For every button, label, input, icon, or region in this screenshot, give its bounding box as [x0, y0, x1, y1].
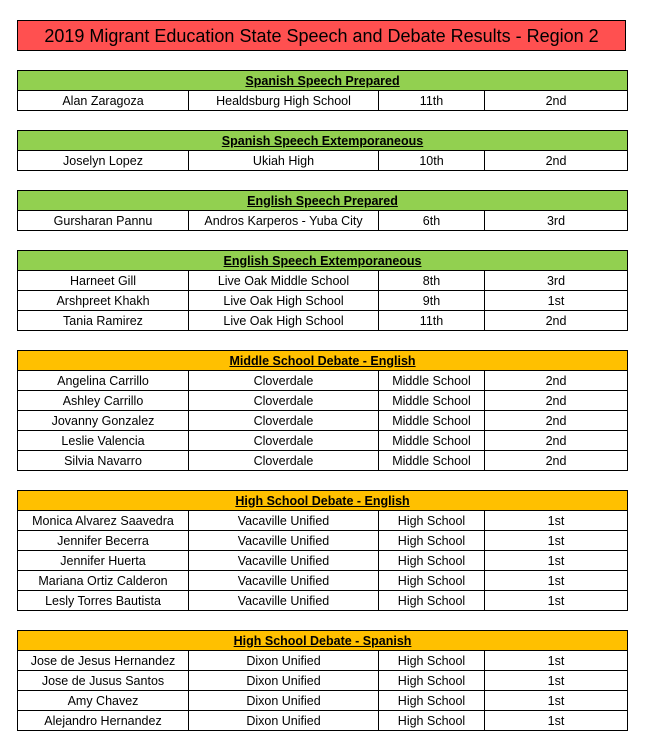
results-table	[17, 130, 628, 171]
placement-cell: 1st	[485, 511, 628, 531]
school-cell: Dixon Unified	[189, 711, 379, 731]
placement-cell: 1st	[485, 691, 628, 711]
table-row	[18, 711, 628, 731]
student-name-cell: Joselyn Lopez	[18, 151, 189, 171]
school-cell: Dixon Unified	[189, 671, 379, 691]
results-section	[17, 350, 627, 471]
placement-cell: 3rd	[485, 271, 628, 291]
grade-level-cell: Middle School	[379, 391, 485, 411]
section-heading: English Speech Prepared	[18, 191, 628, 211]
grade-level-cell: High School	[379, 651, 485, 671]
results-table	[17, 490, 628, 611]
placement-cell: 1st	[485, 551, 628, 571]
student-name-cell: Ashley Carrillo	[18, 391, 189, 411]
grade-level-cell: 10th	[379, 151, 485, 171]
school-cell: Healdsburg High School	[189, 91, 379, 111]
school-cell: Cloverdale	[189, 391, 379, 411]
table-row	[18, 291, 628, 311]
student-name-cell: Jose de Jesus Hernandez	[18, 651, 189, 671]
grade-level-cell: High School	[379, 551, 485, 571]
placement-cell: 2nd	[485, 451, 628, 471]
placement-cell: 1st	[485, 571, 628, 591]
school-cell: Dixon Unified	[189, 651, 379, 671]
results-section	[17, 630, 627, 731]
placement-cell: 1st	[485, 651, 628, 671]
grade-level-cell: High School	[379, 591, 485, 611]
school-cell: Vacaville Unified	[189, 531, 379, 551]
table-row	[18, 431, 628, 451]
section-heading: High School Debate - English	[18, 491, 628, 511]
results-table	[17, 350, 628, 471]
school-cell: Cloverdale	[189, 431, 379, 451]
results-section	[17, 250, 627, 331]
school-cell: Vacaville Unified	[189, 591, 379, 611]
grade-level-cell: High School	[379, 531, 485, 551]
school-cell: Ukiah High	[189, 151, 379, 171]
grade-level-cell: 11th	[379, 91, 485, 111]
table-row	[18, 671, 628, 691]
grade-level-cell: 8th	[379, 271, 485, 291]
grade-level-cell: Middle School	[379, 371, 485, 391]
school-cell: Andros Karperos - Yuba City	[189, 211, 379, 231]
table-row	[18, 531, 628, 551]
placement-cell: 2nd	[485, 431, 628, 451]
table-row	[18, 311, 628, 331]
student-name-cell: Lesly Torres Bautista	[18, 591, 189, 611]
student-name-cell: Arshpreet Khakh	[18, 291, 189, 311]
grade-level-cell: High School	[379, 691, 485, 711]
placement-cell: 1st	[485, 591, 628, 611]
placement-cell: 3rd	[485, 211, 628, 231]
placement-cell: 1st	[485, 711, 628, 731]
student-name-cell: Tania Ramirez	[18, 311, 189, 331]
school-cell: Live Oak High School	[189, 311, 379, 331]
placement-cell: 2nd	[485, 151, 628, 171]
section-header-row	[18, 191, 628, 211]
results-section	[17, 130, 627, 171]
student-name-cell: Jose de Jusus Santos	[18, 671, 189, 691]
school-cell: Cloverdale	[189, 451, 379, 471]
school-cell: Cloverdale	[189, 411, 379, 431]
grade-level-cell: High School	[379, 671, 485, 691]
student-name-cell: Jennifer Huerta	[18, 551, 189, 571]
school-cell: Cloverdale	[189, 371, 379, 391]
section-header-row	[18, 71, 628, 91]
student-name-cell: Alan Zaragoza	[18, 91, 189, 111]
table-row	[18, 371, 628, 391]
placement-cell: 2nd	[485, 391, 628, 411]
student-name-cell: Jennifer Becerra	[18, 531, 189, 551]
section-heading: Spanish Speech Prepared	[18, 71, 628, 91]
page-title: 2019 Migrant Education State Speech and Debate Results - Region 2	[17, 20, 626, 51]
table-row	[18, 451, 628, 471]
grade-level-cell: 11th	[379, 311, 485, 331]
placement-cell: 2nd	[485, 411, 628, 431]
student-name-cell: Jovanny Gonzalez	[18, 411, 189, 431]
table-row	[18, 551, 628, 571]
table-row	[18, 511, 628, 531]
student-name-cell: Leslie Valencia	[18, 431, 189, 451]
section-header-row	[18, 131, 628, 151]
placement-cell: 1st	[485, 531, 628, 551]
table-row	[18, 211, 628, 231]
section-header-row	[18, 631, 628, 651]
results-section	[17, 490, 627, 611]
grade-level-cell: High School	[379, 511, 485, 531]
results-table	[17, 630, 628, 731]
placement-cell: 1st	[485, 291, 628, 311]
school-cell: Live Oak High School	[189, 291, 379, 311]
grade-level-cell: High School	[379, 711, 485, 731]
section-heading: High School Debate - Spanish	[18, 631, 628, 651]
results-section	[17, 70, 627, 111]
table-row	[18, 411, 628, 431]
results-table	[17, 250, 628, 331]
placement-cell: 2nd	[485, 91, 628, 111]
grade-level-cell: 9th	[379, 291, 485, 311]
table-row	[18, 151, 628, 171]
section-header-row	[18, 351, 628, 371]
grade-level-cell: High School	[379, 571, 485, 591]
section-header-row	[18, 251, 628, 271]
school-cell: Dixon Unified	[189, 691, 379, 711]
placement-cell: 2nd	[485, 371, 628, 391]
section-heading: Middle School Debate - English	[18, 351, 628, 371]
results-table	[17, 190, 628, 231]
placement-cell: 2nd	[485, 311, 628, 331]
placement-cell: 1st	[485, 671, 628, 691]
school-cell: Live Oak Middle School	[189, 271, 379, 291]
student-name-cell: Silvia Navarro	[18, 451, 189, 471]
student-name-cell: Gursharan Pannu	[18, 211, 189, 231]
table-row	[18, 651, 628, 671]
grade-level-cell: 6th	[379, 211, 485, 231]
grade-level-cell: Middle School	[379, 431, 485, 451]
student-name-cell: Amy Chavez	[18, 691, 189, 711]
student-name-cell: Angelina Carrillo	[18, 371, 189, 391]
table-row	[18, 271, 628, 291]
section-heading: Spanish Speech Extemporaneous	[18, 131, 628, 151]
section-header-row	[18, 491, 628, 511]
grade-level-cell: Middle School	[379, 411, 485, 431]
table-row	[18, 571, 628, 591]
results-table	[17, 70, 628, 111]
table-row	[18, 691, 628, 711]
school-cell: Vacaville Unified	[189, 511, 379, 531]
school-cell: Vacaville Unified	[189, 551, 379, 571]
student-name-cell: Monica Alvarez Saavedra	[18, 511, 189, 531]
table-row	[18, 591, 628, 611]
student-name-cell: Alejandro Hernandez	[18, 711, 189, 731]
student-name-cell: Harneet Gill	[18, 271, 189, 291]
results-section	[17, 190, 627, 231]
school-cell: Vacaville Unified	[189, 571, 379, 591]
table-row	[18, 91, 628, 111]
student-name-cell: Mariana Ortiz Calderon	[18, 571, 189, 591]
grade-level-cell: Middle School	[379, 451, 485, 471]
section-heading: English Speech Extemporaneous	[18, 251, 628, 271]
table-row	[18, 391, 628, 411]
